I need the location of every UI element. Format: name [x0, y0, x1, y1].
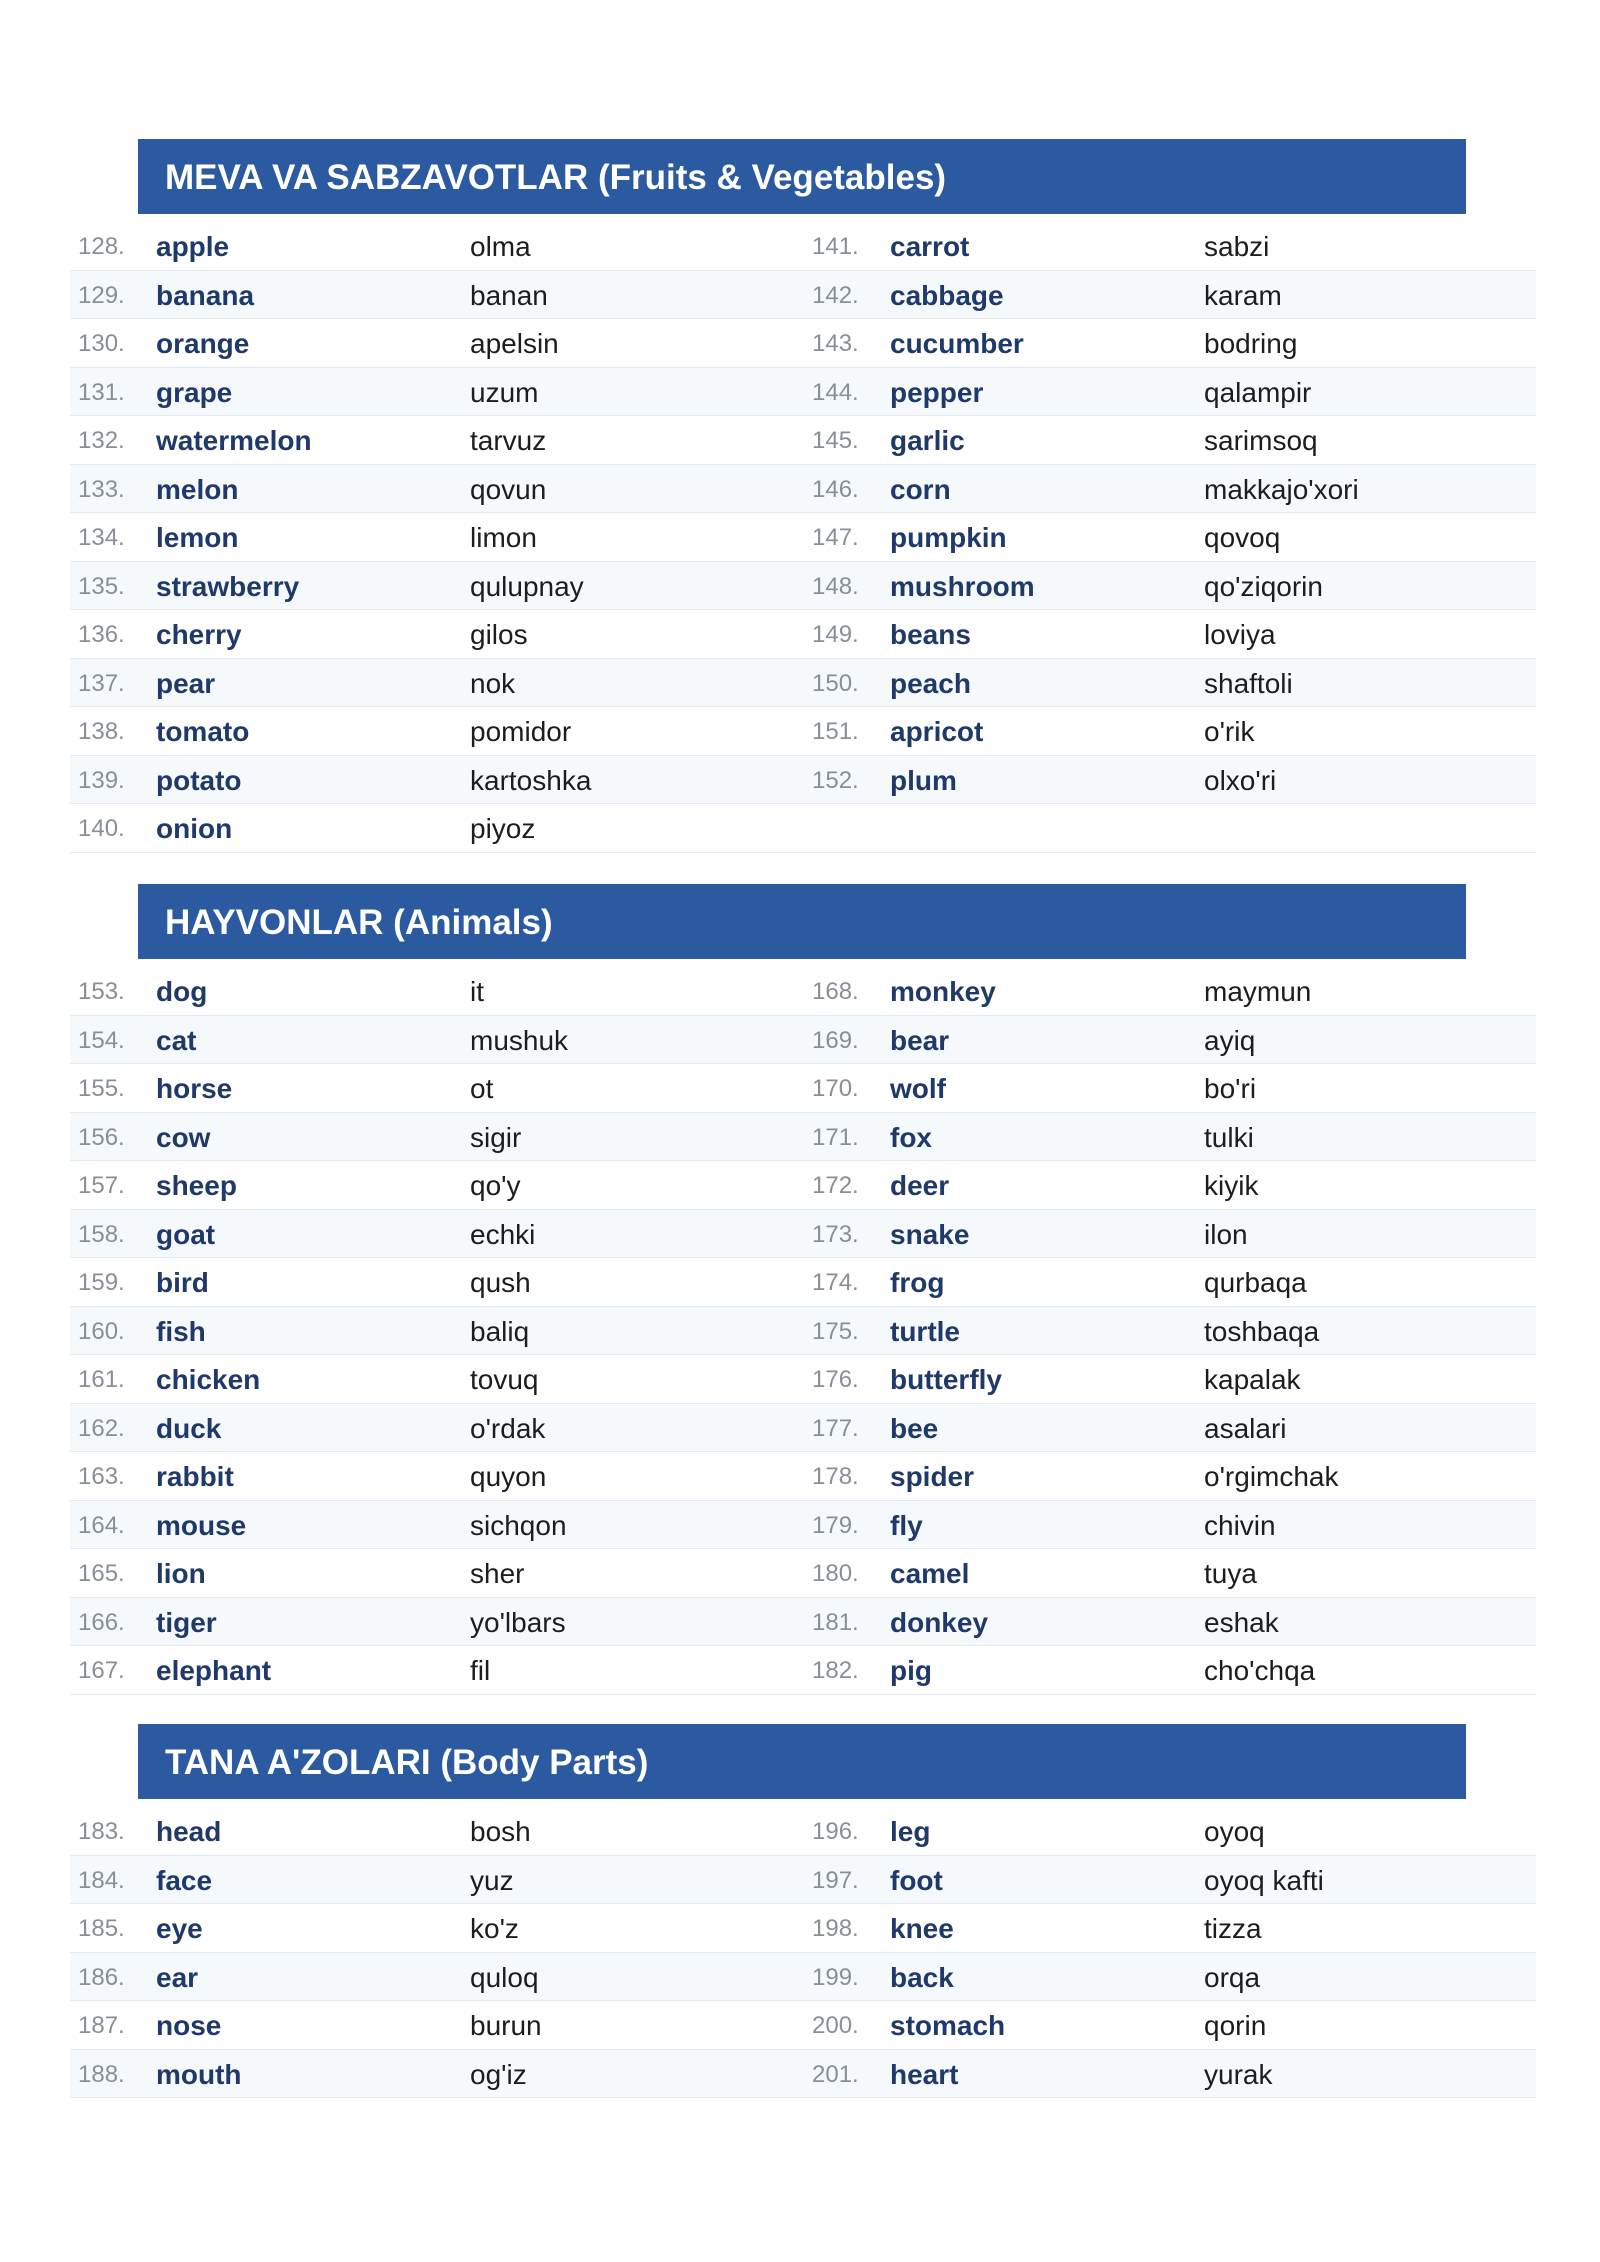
- english-word: frog: [890, 1267, 945, 1298]
- english-word: apple: [156, 231, 230, 262]
- uzbek-translation: orqa: [1204, 1961, 1261, 1993]
- entry-number: 197.: [812, 1866, 859, 1894]
- english-word: apricot: [890, 716, 984, 747]
- table-row: [70, 610, 1536, 659]
- table-row: [70, 1355, 1536, 1404]
- entry-number: 157.: [78, 1172, 125, 1199]
- english-word: elephant: [156, 1655, 272, 1686]
- uzbek-translation: qorin: [1204, 2010, 1267, 2041]
- english-word: banana: [156, 279, 255, 311]
- entry-number: 133.: [78, 475, 125, 503]
- english-word: camel: [890, 1558, 970, 1589]
- english-word: dog: [156, 976, 208, 1007]
- vocab-table: [70, 1807, 1536, 2098]
- uzbek-translation: echki: [470, 1218, 536, 1250]
- entry-number: 148.: [812, 572, 859, 600]
- uzbek-translation: kapalak: [1204, 1364, 1301, 1395]
- uzbek-translation: qovun: [470, 473, 547, 505]
- table-row: [70, 1064, 1536, 1113]
- entry-number: 132.: [78, 427, 125, 454]
- entry-number: 153.: [78, 978, 125, 1005]
- uzbek-translation: quloq: [470, 1961, 539, 1993]
- entry-number: 128.: [78, 233, 125, 260]
- english-word: potato: [156, 764, 242, 796]
- english-word: cucumber: [890, 328, 1024, 359]
- uzbek-translation: limon: [470, 522, 537, 553]
- uzbek-translation: cho'chqa: [1204, 1655, 1316, 1686]
- entry-number: 198.: [812, 1915, 859, 1942]
- table-row: [70, 1161, 1536, 1210]
- table-row: [70, 1807, 1536, 1856]
- english-word: rabbit: [156, 1461, 234, 1492]
- entry-number: 177.: [812, 1414, 859, 1442]
- english-word: cat: [156, 1024, 197, 1056]
- table-row: [70, 2050, 1536, 2099]
- table-row: [70, 1258, 1536, 1307]
- uzbek-translation: og'iz: [470, 2058, 527, 2090]
- uzbek-translation: bodring: [1204, 328, 1298, 359]
- uzbek-translation: it: [470, 976, 484, 1007]
- uzbek-translation: apelsin: [470, 328, 559, 359]
- entry-number: 200.: [812, 2012, 859, 2039]
- entry-number: 179.: [812, 1511, 859, 1539]
- uzbek-translation: yuz: [470, 1864, 514, 1896]
- english-word: deer: [890, 1170, 950, 1201]
- english-word: donkey: [890, 1606, 989, 1638]
- entry-number: 184.: [78, 1866, 125, 1894]
- entry-number: 187.: [78, 2012, 125, 2039]
- entry-number: 147.: [812, 524, 859, 551]
- table-row: [70, 1598, 1536, 1647]
- english-word: goat: [156, 1218, 216, 1250]
- english-word: fly: [890, 1509, 923, 1541]
- english-word: sheep: [156, 1170, 237, 1201]
- uzbek-translation: gilos: [470, 619, 528, 650]
- vocab-table: [70, 222, 1536, 853]
- entry-number: 134.: [78, 524, 125, 551]
- table-row: [70, 1210, 1536, 1259]
- uzbek-translation: quyon: [470, 1461, 547, 1492]
- english-word: mouth: [156, 2058, 242, 2090]
- uzbek-translation: qurbaqa: [1204, 1267, 1307, 1298]
- english-word: pumpkin: [890, 522, 1007, 553]
- uzbek-translation: toshbaqa: [1204, 1315, 1320, 1347]
- entry-number: 161.: [78, 1366, 125, 1393]
- uzbek-translation: baliq: [470, 1315, 530, 1347]
- table-row: [70, 1904, 1536, 1953]
- entry-number: 155.: [78, 1075, 125, 1102]
- table-row: [70, 1856, 1536, 1905]
- english-word: heart: [890, 2058, 959, 2090]
- uzbek-translation: kiyik: [1204, 1170, 1259, 1201]
- entry-number: 139.: [78, 766, 125, 794]
- english-word: face: [156, 1864, 213, 1896]
- english-word: pig: [890, 1655, 932, 1686]
- english-word: watermelon: [156, 425, 312, 456]
- table-row: [70, 1113, 1536, 1162]
- table-row: [70, 1452, 1536, 1501]
- uzbek-translation: mushuk: [470, 1024, 569, 1056]
- uzbek-translation: bosh: [470, 1816, 531, 1847]
- uzbek-translation: bo'ri: [1204, 1073, 1257, 1104]
- english-word: strawberry: [156, 570, 300, 602]
- entry-number: 150.: [812, 669, 859, 697]
- uzbek-translation: nok: [470, 667, 516, 699]
- english-word: mushroom: [890, 570, 1035, 602]
- english-word: peach: [890, 667, 971, 699]
- entry-number: 137.: [78, 669, 125, 697]
- table-row: [70, 1016, 1536, 1065]
- table-row: [70, 1953, 1536, 2002]
- entry-number: 160.: [78, 1317, 125, 1345]
- table-row: [70, 416, 1536, 465]
- english-word: foot: [890, 1864, 943, 1896]
- table-row: [70, 1404, 1536, 1453]
- entry-number: 170.: [812, 1075, 859, 1102]
- english-word: cow: [156, 1121, 211, 1153]
- english-word: grape: [156, 376, 233, 408]
- uzbek-translation: uzum: [470, 376, 539, 408]
- uzbek-translation: makkajo'xori: [1204, 473, 1359, 505]
- section-title: TANA A'ZOLARI (Body Parts): [138, 1724, 1466, 1799]
- entry-number: 149.: [812, 621, 859, 648]
- uzbek-translation: o'rik: [1204, 716, 1255, 747]
- uzbek-translation: chivin: [1204, 1509, 1276, 1541]
- english-word: corn: [890, 473, 951, 505]
- entry-number: 186.: [78, 1963, 125, 1991]
- entry-number: 144.: [812, 378, 859, 406]
- english-word: chicken: [156, 1364, 261, 1395]
- english-word: horse: [156, 1073, 233, 1104]
- uzbek-translation: tovuq: [470, 1364, 539, 1395]
- english-word: ear: [156, 1961, 199, 1993]
- table-row: [70, 967, 1536, 1016]
- entry-number: 163.: [78, 1463, 125, 1490]
- uzbek-translation: olxo'ri: [1204, 764, 1277, 796]
- english-word: nose: [156, 2010, 222, 2041]
- table-row: [70, 465, 1536, 514]
- uzbek-translation: oyoq: [1204, 1816, 1265, 1847]
- entry-number: 169.: [812, 1026, 859, 1054]
- entry-number: 176.: [812, 1366, 859, 1393]
- uzbek-translation: qo'y: [470, 1170, 521, 1201]
- uzbek-translation: piyoz: [470, 813, 536, 844]
- english-word: leg: [890, 1816, 931, 1847]
- uzbek-translation: tulki: [1204, 1121, 1254, 1153]
- english-word: fish: [156, 1315, 206, 1347]
- uzbek-translation: qalampir: [1204, 376, 1312, 408]
- entry-number: 142.: [812, 281, 859, 309]
- entry-number: 182.: [812, 1657, 859, 1684]
- english-word: garlic: [890, 425, 965, 456]
- entry-number: 141.: [812, 233, 859, 260]
- english-word: bee: [890, 1412, 939, 1444]
- entry-number: 138.: [78, 718, 125, 745]
- english-word: fox: [890, 1121, 932, 1153]
- uzbek-translation: ko'z: [470, 1913, 519, 1944]
- uzbek-translation: maymun: [1204, 976, 1312, 1007]
- entry-number: 166.: [78, 1608, 125, 1636]
- english-word: orange: [156, 328, 250, 359]
- entry-number: 167.: [78, 1657, 125, 1684]
- table-row: [70, 1307, 1536, 1356]
- table-row: [70, 756, 1536, 805]
- uzbek-translation: olma: [470, 231, 531, 262]
- uzbek-translation: yo'lbars: [470, 1606, 566, 1638]
- uzbek-translation: o'rdak: [470, 1412, 546, 1444]
- uzbek-translation: qush: [470, 1267, 531, 1298]
- english-word: monkey: [890, 976, 996, 1007]
- uzbek-translation: banan: [470, 279, 548, 311]
- english-word: carrot: [890, 231, 970, 262]
- uzbek-translation: loviya: [1204, 619, 1276, 650]
- entry-number: 129.: [78, 281, 125, 309]
- entry-number: 131.: [78, 378, 125, 406]
- uzbek-translation: karam: [1204, 279, 1282, 311]
- table-row: [70, 513, 1536, 562]
- english-word: wolf: [890, 1073, 946, 1104]
- english-word: beans: [890, 619, 971, 650]
- uzbek-translation: tizza: [1204, 1913, 1262, 1944]
- entry-number: 180.: [812, 1560, 859, 1587]
- english-word: plum: [890, 764, 957, 796]
- entry-number: 165.: [78, 1560, 125, 1587]
- entry-number: 159.: [78, 1269, 125, 1296]
- entry-number: 188.: [78, 2060, 125, 2088]
- english-word: stomach: [890, 2010, 1006, 2041]
- entry-number: 183.: [78, 1818, 125, 1845]
- english-word: knee: [890, 1913, 954, 1944]
- english-word: lion: [156, 1558, 206, 1589]
- uzbek-translation: tuya: [1204, 1558, 1257, 1589]
- table-row: [70, 707, 1536, 756]
- english-word: tiger: [156, 1606, 217, 1638]
- english-word: head: [156, 1816, 222, 1847]
- uzbek-translation: eshak: [1204, 1606, 1279, 1638]
- table-row: [70, 222, 1536, 271]
- english-word: turtle: [890, 1315, 960, 1347]
- table-row: [70, 1549, 1536, 1598]
- entry-number: 172.: [812, 1172, 859, 1199]
- entry-number: 162.: [78, 1414, 125, 1442]
- english-word: butterfly: [890, 1364, 1002, 1395]
- entry-number: 181.: [812, 1608, 859, 1636]
- english-word: pepper: [890, 376, 984, 408]
- entry-number: 171.: [812, 1123, 859, 1151]
- table-row: [70, 2001, 1536, 2050]
- english-word: cherry: [156, 619, 242, 650]
- uzbek-translation: kartoshka: [470, 764, 592, 796]
- uzbek-translation: shaftoli: [1204, 667, 1293, 699]
- table-row: [70, 319, 1536, 368]
- uzbek-translation: sichqon: [470, 1509, 567, 1541]
- entry-number: 173.: [812, 1220, 859, 1248]
- entry-number: 174.: [812, 1269, 859, 1296]
- vocab-table: [70, 967, 1536, 1695]
- english-word: cabbage: [890, 279, 1004, 311]
- english-word: eye: [156, 1913, 203, 1944]
- uzbek-translation: o'rgimchak: [1204, 1461, 1339, 1492]
- english-word: tomato: [156, 716, 250, 747]
- section-title: MEVA VA SABZAVOTLAR (Fruits & Vegetables): [138, 139, 1466, 214]
- english-word: pear: [156, 667, 216, 699]
- entry-number: 168.: [812, 978, 859, 1005]
- entry-number: 175.: [812, 1317, 859, 1345]
- entry-number: 154.: [78, 1026, 125, 1054]
- uzbek-translation: sarimsoq: [1204, 425, 1318, 456]
- uzbek-translation: asalari: [1204, 1412, 1287, 1444]
- table-row: [70, 659, 1536, 708]
- english-word: back: [890, 1961, 954, 1993]
- entry-number: 135.: [78, 572, 125, 600]
- uzbek-translation: sher: [470, 1558, 525, 1589]
- english-word: snake: [890, 1218, 970, 1250]
- table-row: [70, 804, 1536, 853]
- english-word: melon: [156, 473, 239, 505]
- uzbek-translation: ot: [470, 1073, 494, 1104]
- uzbek-translation: yurak: [1204, 2058, 1273, 2090]
- entry-number: 130.: [78, 330, 125, 357]
- entry-number: 164.: [78, 1511, 125, 1539]
- uzbek-translation: oyoq kafti: [1204, 1864, 1324, 1896]
- english-word: bear: [890, 1024, 950, 1056]
- english-word: onion: [156, 813, 233, 844]
- table-row: [70, 562, 1536, 611]
- entry-number: 199.: [812, 1963, 859, 1991]
- table-row: [70, 1501, 1536, 1550]
- entry-number: 140.: [78, 815, 125, 842]
- entry-number: 178.: [812, 1463, 859, 1490]
- entry-number: 185.: [78, 1915, 125, 1942]
- uzbek-translation: tarvuz: [470, 425, 547, 456]
- uzbek-translation: sabzi: [1204, 231, 1270, 262]
- uzbek-translation: sigir: [470, 1121, 522, 1153]
- entry-number: 152.: [812, 766, 859, 794]
- english-word: duck: [156, 1412, 222, 1444]
- entry-number: 136.: [78, 621, 125, 648]
- uzbek-translation: qovoq: [1204, 522, 1281, 553]
- entry-number: 196.: [812, 1818, 859, 1845]
- uzbek-translation: qo'ziqorin: [1204, 570, 1323, 602]
- entry-number: 158.: [78, 1220, 125, 1248]
- english-word: mouse: [156, 1509, 247, 1541]
- uzbek-translation: ilon: [1204, 1218, 1248, 1250]
- section-title: HAYVONLAR (Animals): [138, 884, 1466, 959]
- uzbek-translation: burun: [470, 2010, 542, 2041]
- uzbek-translation: pomidor: [470, 716, 572, 747]
- uzbek-translation: qulupnay: [470, 570, 584, 602]
- table-row: [70, 368, 1536, 417]
- entry-number: 146.: [812, 475, 859, 503]
- english-word: bird: [156, 1267, 209, 1298]
- english-word: lemon: [156, 522, 239, 553]
- entry-number: 143.: [812, 330, 859, 357]
- english-word: spider: [890, 1461, 975, 1492]
- uzbek-translation: ayiq: [1204, 1024, 1256, 1056]
- entry-number: 145.: [812, 427, 859, 454]
- table-row: [70, 271, 1536, 320]
- table-row: [70, 1646, 1536, 1695]
- entry-number: 151.: [812, 718, 859, 745]
- entry-number: 156.: [78, 1123, 125, 1151]
- uzbek-translation: fil: [470, 1655, 491, 1686]
- entry-number: 201.: [812, 2060, 859, 2088]
